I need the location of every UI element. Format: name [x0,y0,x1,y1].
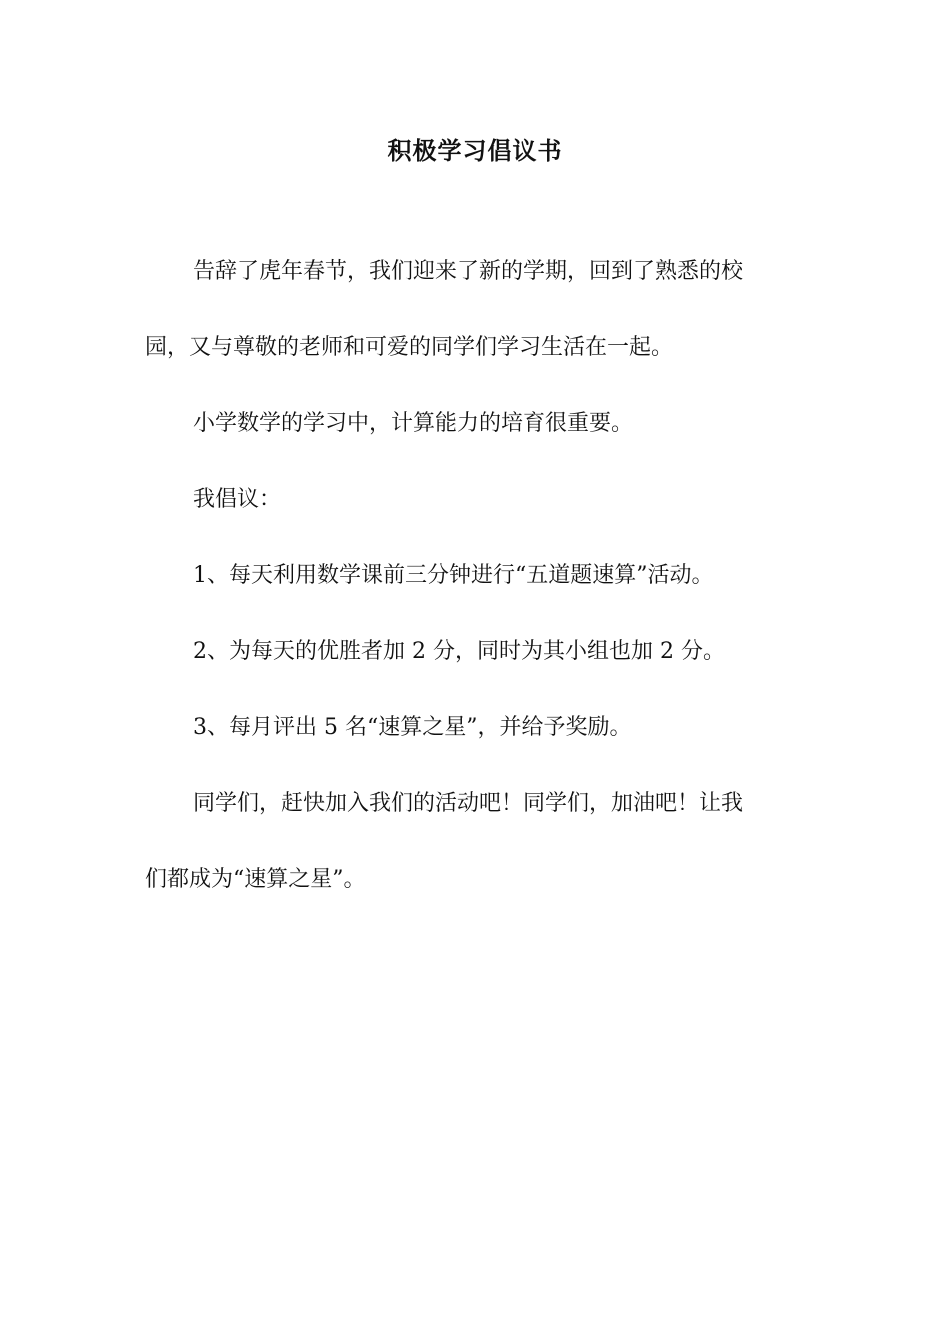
document-body [145,253,807,937]
proposal-item-3: 3、每月评出 5 名“速算之星”，并给予奖励。 [193,715,632,740]
paragraph-1-line-2: 园，又与尊敬的老师和可爱的同学们学习生活在一起。 [145,335,674,360]
proposal-item-1: 1、每天利用数学课前三分钟进行“五道题速算”活动。 [193,563,714,588]
paragraph-2: 小学数学的学习中，计算能力的培育很重要。 [193,411,634,436]
proposal-item-2: 2、为每天的优胜者加 2 分，同时为其小组也加 2 分。 [193,639,725,664]
closing-paragraph [145,785,807,899]
paragraph-3: 我倡议： [193,487,282,512]
closing-line-2: 们都成为“速算之星”。 [145,867,366,892]
paragraph-1-line-1: 告辞了虎年春节，我们迎来了新的学期，回到了熟悉的校 [193,259,744,284]
document-title: 积极学习倡议书 [387,136,563,165]
closing-line-1: 同学们，赶快加入我们的活动吧！同学们，加油吧！让我 [193,791,744,816]
paragraph-1 [145,253,807,367]
